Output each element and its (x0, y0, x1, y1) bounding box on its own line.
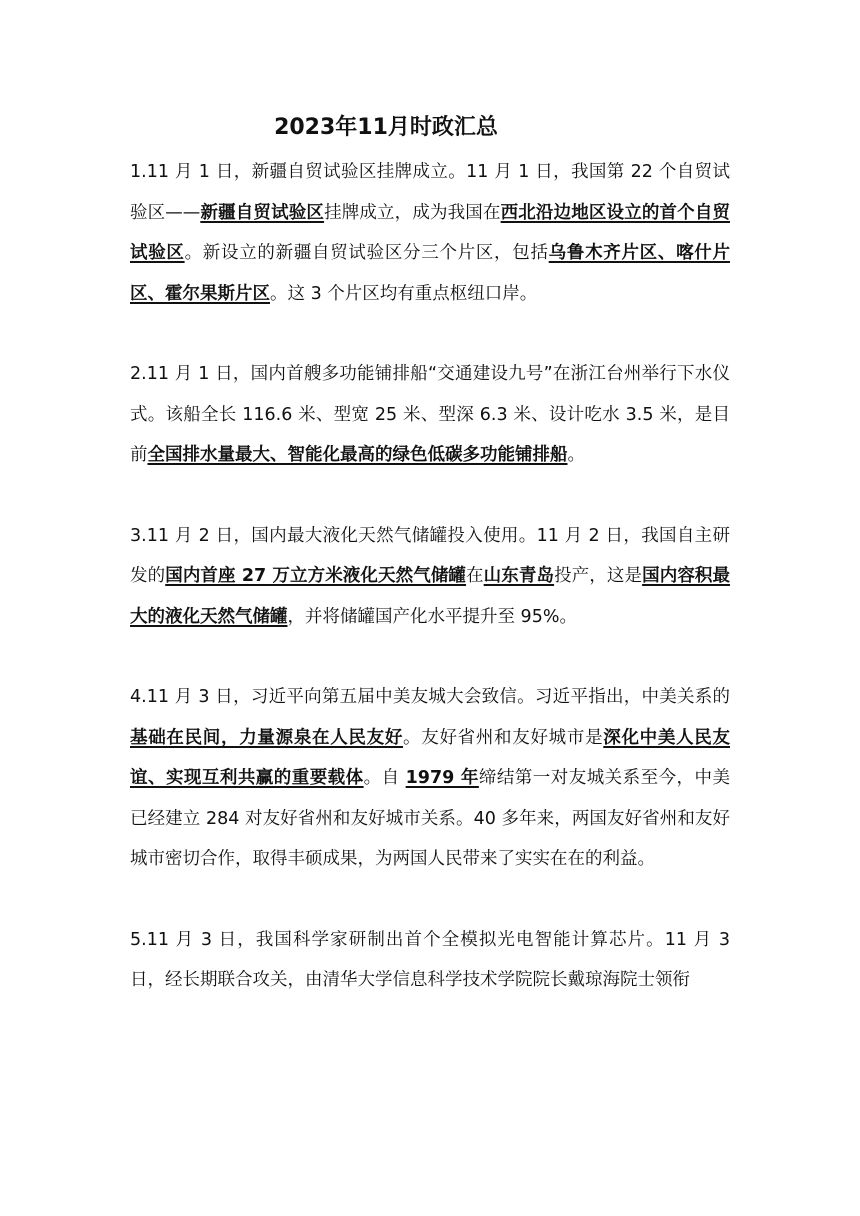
news-text: ，并将储罐国产化水平提升至 95%。 (287, 606, 577, 627)
news-item (130, 152, 730, 314)
news-text: 。自 (363, 768, 406, 788)
news-text: 3.11 月 2 日，国内最大液化天然气储罐投入使用。11 月 2 日，我国自主研发的 (130, 525, 730, 586)
news-text: 。这 3 个片区均有重点枢纽口岸。 (270, 283, 538, 304)
news-item (130, 516, 730, 638)
news-item (130, 920, 730, 1001)
document-title: 2023年11月时政汇总 (274, 115, 498, 140)
news-text: 2.11 月 1 日，国内首艘多功能铺排船“交通建设九号”在浙江台州举行下水仪式。该船全长 116.6 米、型宽 25 米、型深 6.3 米、设计吃水 3.5 米，是目前 (130, 364, 730, 465)
key-point-highlight: 1979 年 (405, 768, 479, 788)
news-text: 5.11 月 3 日，我国科学家研制出首个全模拟光电智能计算芯片。11 月 3 日，经长期联合攻关，由清华大学信息科学技术学院院长戴琼海院士领衔 (130, 929, 730, 990)
news-item (130, 354, 730, 476)
news-item (130, 677, 730, 880)
key-point-highlight: 深化中美人民友谊、实现互利共赢的重要载体 (130, 727, 730, 788)
key-point-highlight: 山东青岛 (483, 566, 555, 586)
news-text: 投产，这是 (554, 566, 643, 586)
key-point-highlight: 西北沿边地区设立的首个自贸试验区 (130, 202, 730, 263)
news-text: 缔结第一对友城关系至今，中美已经建立 284 对友好省州和友好城市关系。40 多年来，两国友好省州和友好城市密切合作，取得丰硕成果，为两国人民带来了实实在在的利益。 (130, 768, 731, 869)
news-text: 。友好省州和友好城市是 (403, 727, 604, 748)
key-point-highlight: 全国排水量最大、智能化最高的绿色低碳多功能铺排船 (147, 445, 568, 465)
news-text: 。 (567, 445, 585, 465)
key-point-highlight: 乌鲁木齐片区、喀什片区、霍尔果斯片区 (130, 243, 730, 304)
document-body (130, 152, 730, 1041)
news-text: 挂牌成立，成为我国在 (324, 202, 501, 223)
key-point-highlight: 国内首座 27 万立方米液化天然气储罐 (165, 566, 467, 586)
news-text: 4.11 月 3 日，习近平向第五届中美友城大会致信。习近平指出，中美关系的 (130, 687, 730, 707)
key-point-highlight: 基础在民间，力量源泉在人民友好 (130, 727, 404, 748)
key-point-highlight: 国内容积最大的液化天然气储罐 (130, 566, 731, 627)
news-text: 在 (466, 566, 484, 586)
news-text: 。新设立的新疆自贸试验区分三个片区，包括 (184, 243, 549, 263)
key-point-highlight: 新疆自贸试验区 (200, 202, 325, 223)
news-text: 1.11 月 1 日，新疆自贸试验区挂牌成立。11 月 1 日，我国第 22 个自贸试验区—— (130, 162, 730, 223)
